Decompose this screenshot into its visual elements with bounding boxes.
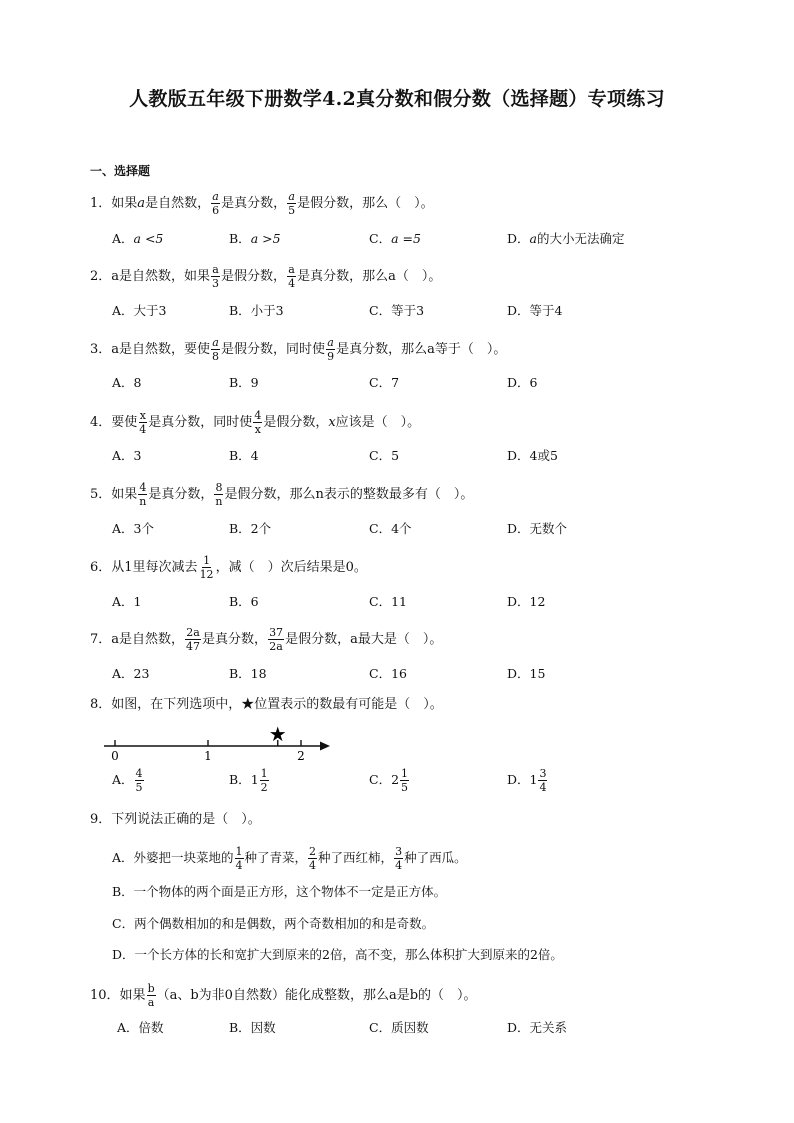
question-7: 7．a是自然数， $\frac{2a}{47}$ 是真分数， $\frac{37}{2a}$ 是假分数，a最大是（ ）。	[90, 626, 443, 653]
number-line-tick-label: 1	[204, 749, 212, 763]
number-line-arrow-icon	[320, 742, 330, 751]
question-4: 4．要使 $\frac{x}{4}$ 是真分数，同时使 $\frac{4}{x}$ 是假分数，x应该是（ ）。	[90, 409, 421, 436]
question-5: 5．如果 $\frac{4}{n}$ 是真分数， $\frac{8}{n}$ 是假分数，那么n表示的整数最多有（ ）。	[90, 481, 474, 508]
number-line-tick-label: 0	[111, 749, 119, 763]
option-a[interactable]: A．a <5	[112, 231, 164, 246]
option-b[interactable]: B．4	[229, 448, 259, 463]
question-number: 2．	[90, 269, 112, 284]
option-c[interactable]: C．2 $\frac{1}{5}$	[369, 767, 409, 794]
fraction: $\frac{2}{4}$	[309, 845, 317, 872]
option-a[interactable]: A．大于3	[112, 303, 167, 318]
fraction: $\frac{2a}{47}$	[186, 626, 201, 653]
fraction: $\frac{4}{n}$	[139, 481, 147, 508]
fraction: $\frac{a}{8}$	[212, 336, 220, 363]
option-a[interactable]: A．3个	[112, 521, 154, 536]
option-c[interactable]: C．等于3	[369, 303, 425, 318]
option-c[interactable]: C．16	[369, 666, 407, 681]
fraction: $\frac{1}{2}$	[260, 767, 268, 794]
option-d[interactable]: D．15	[507, 666, 546, 681]
option-b[interactable]: B．因数	[229, 1020, 276, 1035]
option-b[interactable]: B．一个物体的两个面是正方形，这个物体不一定是正方体。	[112, 884, 447, 899]
fraction: $\frac{a}{3}$	[212, 263, 220, 290]
option-c[interactable]: C．7	[369, 375, 400, 390]
option-b[interactable]: B．2个	[229, 521, 272, 536]
question-number: 10．	[90, 988, 120, 1003]
option-a[interactable]: A．1	[112, 594, 142, 609]
option-d[interactable]: D．无数个	[507, 521, 568, 536]
fraction: $\frac{b}{a}$	[147, 982, 155, 1009]
fraction: $\frac{1}{5}$	[401, 767, 409, 794]
question-number: 7．	[90, 632, 112, 647]
option-c[interactable]: C．4个	[369, 521, 412, 536]
question-number: 8．	[90, 697, 112, 712]
option-b[interactable]: B．9	[229, 375, 259, 390]
option-d[interactable]: D．4或5	[507, 448, 558, 463]
option-d[interactable]: D．12	[507, 594, 546, 609]
fraction: $\frac{a}{6}$	[212, 190, 220, 217]
question-2: 2．a是自然数，如果 $\frac{a}{3}$ 是假分数， $\frac{a}{4}$ 是真分数，那么a（ ）。	[90, 263, 442, 290]
option-a[interactable]: A． $\frac{4}{5}$	[112, 767, 143, 794]
question-number: 9．	[90, 812, 112, 827]
fraction: $\frac{8}{n}$	[215, 481, 223, 508]
option-c[interactable]: C．两个偶数相加的和是偶数，两个奇数相加的和是奇数。	[112, 916, 435, 931]
option-b[interactable]: B．1 $\frac{1}{2}$	[229, 767, 268, 794]
option-b[interactable]: B．6	[229, 594, 259, 609]
question-8: 8．如图，在下列选项中，★位置表示的数最有可能是（ ）。	[90, 697, 443, 712]
fraction: $\frac{a}{4}$	[288, 263, 296, 290]
fraction: $\frac{37}{2a}$	[269, 626, 284, 653]
question-9: 9．下列说法正确的是（ ）。	[90, 812, 261, 827]
option-b[interactable]: B．a >5	[229, 231, 281, 246]
option-d[interactable]: D．等于4	[507, 303, 563, 318]
option-a[interactable]: A．外婆把一块菜地的 $\frac{1}{4}$ 种了青菜， $\frac{2}{4}$ 种了西红柿， $\frac{3}{4}$ 种了西瓜。	[112, 845, 467, 872]
question-1: 1．如果a是自然数， $\frac{a}{6}$ 是真分数， $\frac{a}{5}$ 是假分数，那么（ ）。	[90, 190, 434, 217]
fraction: $\frac{a}{9}$	[327, 336, 335, 363]
option-d[interactable]: D．6	[507, 375, 538, 390]
option-c[interactable]: C．质因数	[369, 1020, 429, 1035]
section-heading: 一、选择题	[90, 164, 151, 178]
option-d[interactable]: D．a的大小无法确定	[507, 231, 625, 246]
question-10: 10．如果 $\frac{b}{a}$ （a、b为非0自然数）能化成整数，那么a是b的（ ）。	[90, 982, 477, 1009]
variable: a	[137, 196, 146, 211]
option-a[interactable]: A．倍数	[117, 1020, 164, 1035]
option-c[interactable]: C．a =5	[369, 231, 421, 246]
option-d[interactable]: D．1 $\frac{3}{4}$	[507, 767, 547, 794]
fraction: $\frac{3}{4}$	[539, 767, 547, 794]
question-number: 3．	[90, 342, 112, 357]
fraction: $\frac{3}{4}$	[395, 845, 403, 872]
question-6: 6．从1里每次减去 $\frac{1}{12}$ ，减（ ）次后结果是0。	[90, 554, 367, 581]
option-a[interactable]: A．3	[112, 448, 142, 463]
option-a[interactable]: A．8	[112, 375, 142, 390]
fraction: $\frac{4}{5}$	[135, 767, 143, 794]
fraction: $\frac{a}{5}$	[288, 190, 296, 217]
option-c[interactable]: C．11	[369, 594, 407, 609]
number-line	[100, 720, 340, 768]
fraction: $\frac{x}{4}$	[139, 409, 147, 436]
fraction: $\frac{4}{x}$	[254, 409, 262, 436]
page-title: 人教版五年级下册数学4.2真分数和假分数（选择题）专项练习	[129, 88, 665, 110]
question-3: 3．a是自然数，要使 $\frac{a}{8}$ 是假分数，同时使 $\frac{a}{9}$ 是真分数，那么a等于（ ）。	[90, 336, 507, 363]
star-marker: ★	[268, 722, 287, 746]
option-a[interactable]: A．23	[112, 666, 150, 681]
variable: x	[328, 415, 336, 430]
option-c[interactable]: C．5	[369, 448, 400, 463]
question-number: 1．	[90, 196, 112, 211]
number-line-tick-label: 2	[297, 749, 305, 763]
option-b[interactable]: B．小于3	[229, 303, 284, 318]
option-d[interactable]: D．一个长方体的长和宽扩大到原来的2倍，高不变，那么体积扩大到原来的2倍。	[112, 947, 563, 962]
fraction: $\frac{1}{4}$	[235, 845, 243, 872]
option-d[interactable]: D．无关系	[507, 1020, 568, 1035]
question-number: 4．	[90, 415, 112, 430]
option-b[interactable]: B．18	[229, 666, 267, 681]
question-number: 6．	[90, 560, 112, 575]
question-number: 5．	[90, 487, 112, 502]
fraction: $\frac{1}{12}$	[199, 554, 214, 581]
